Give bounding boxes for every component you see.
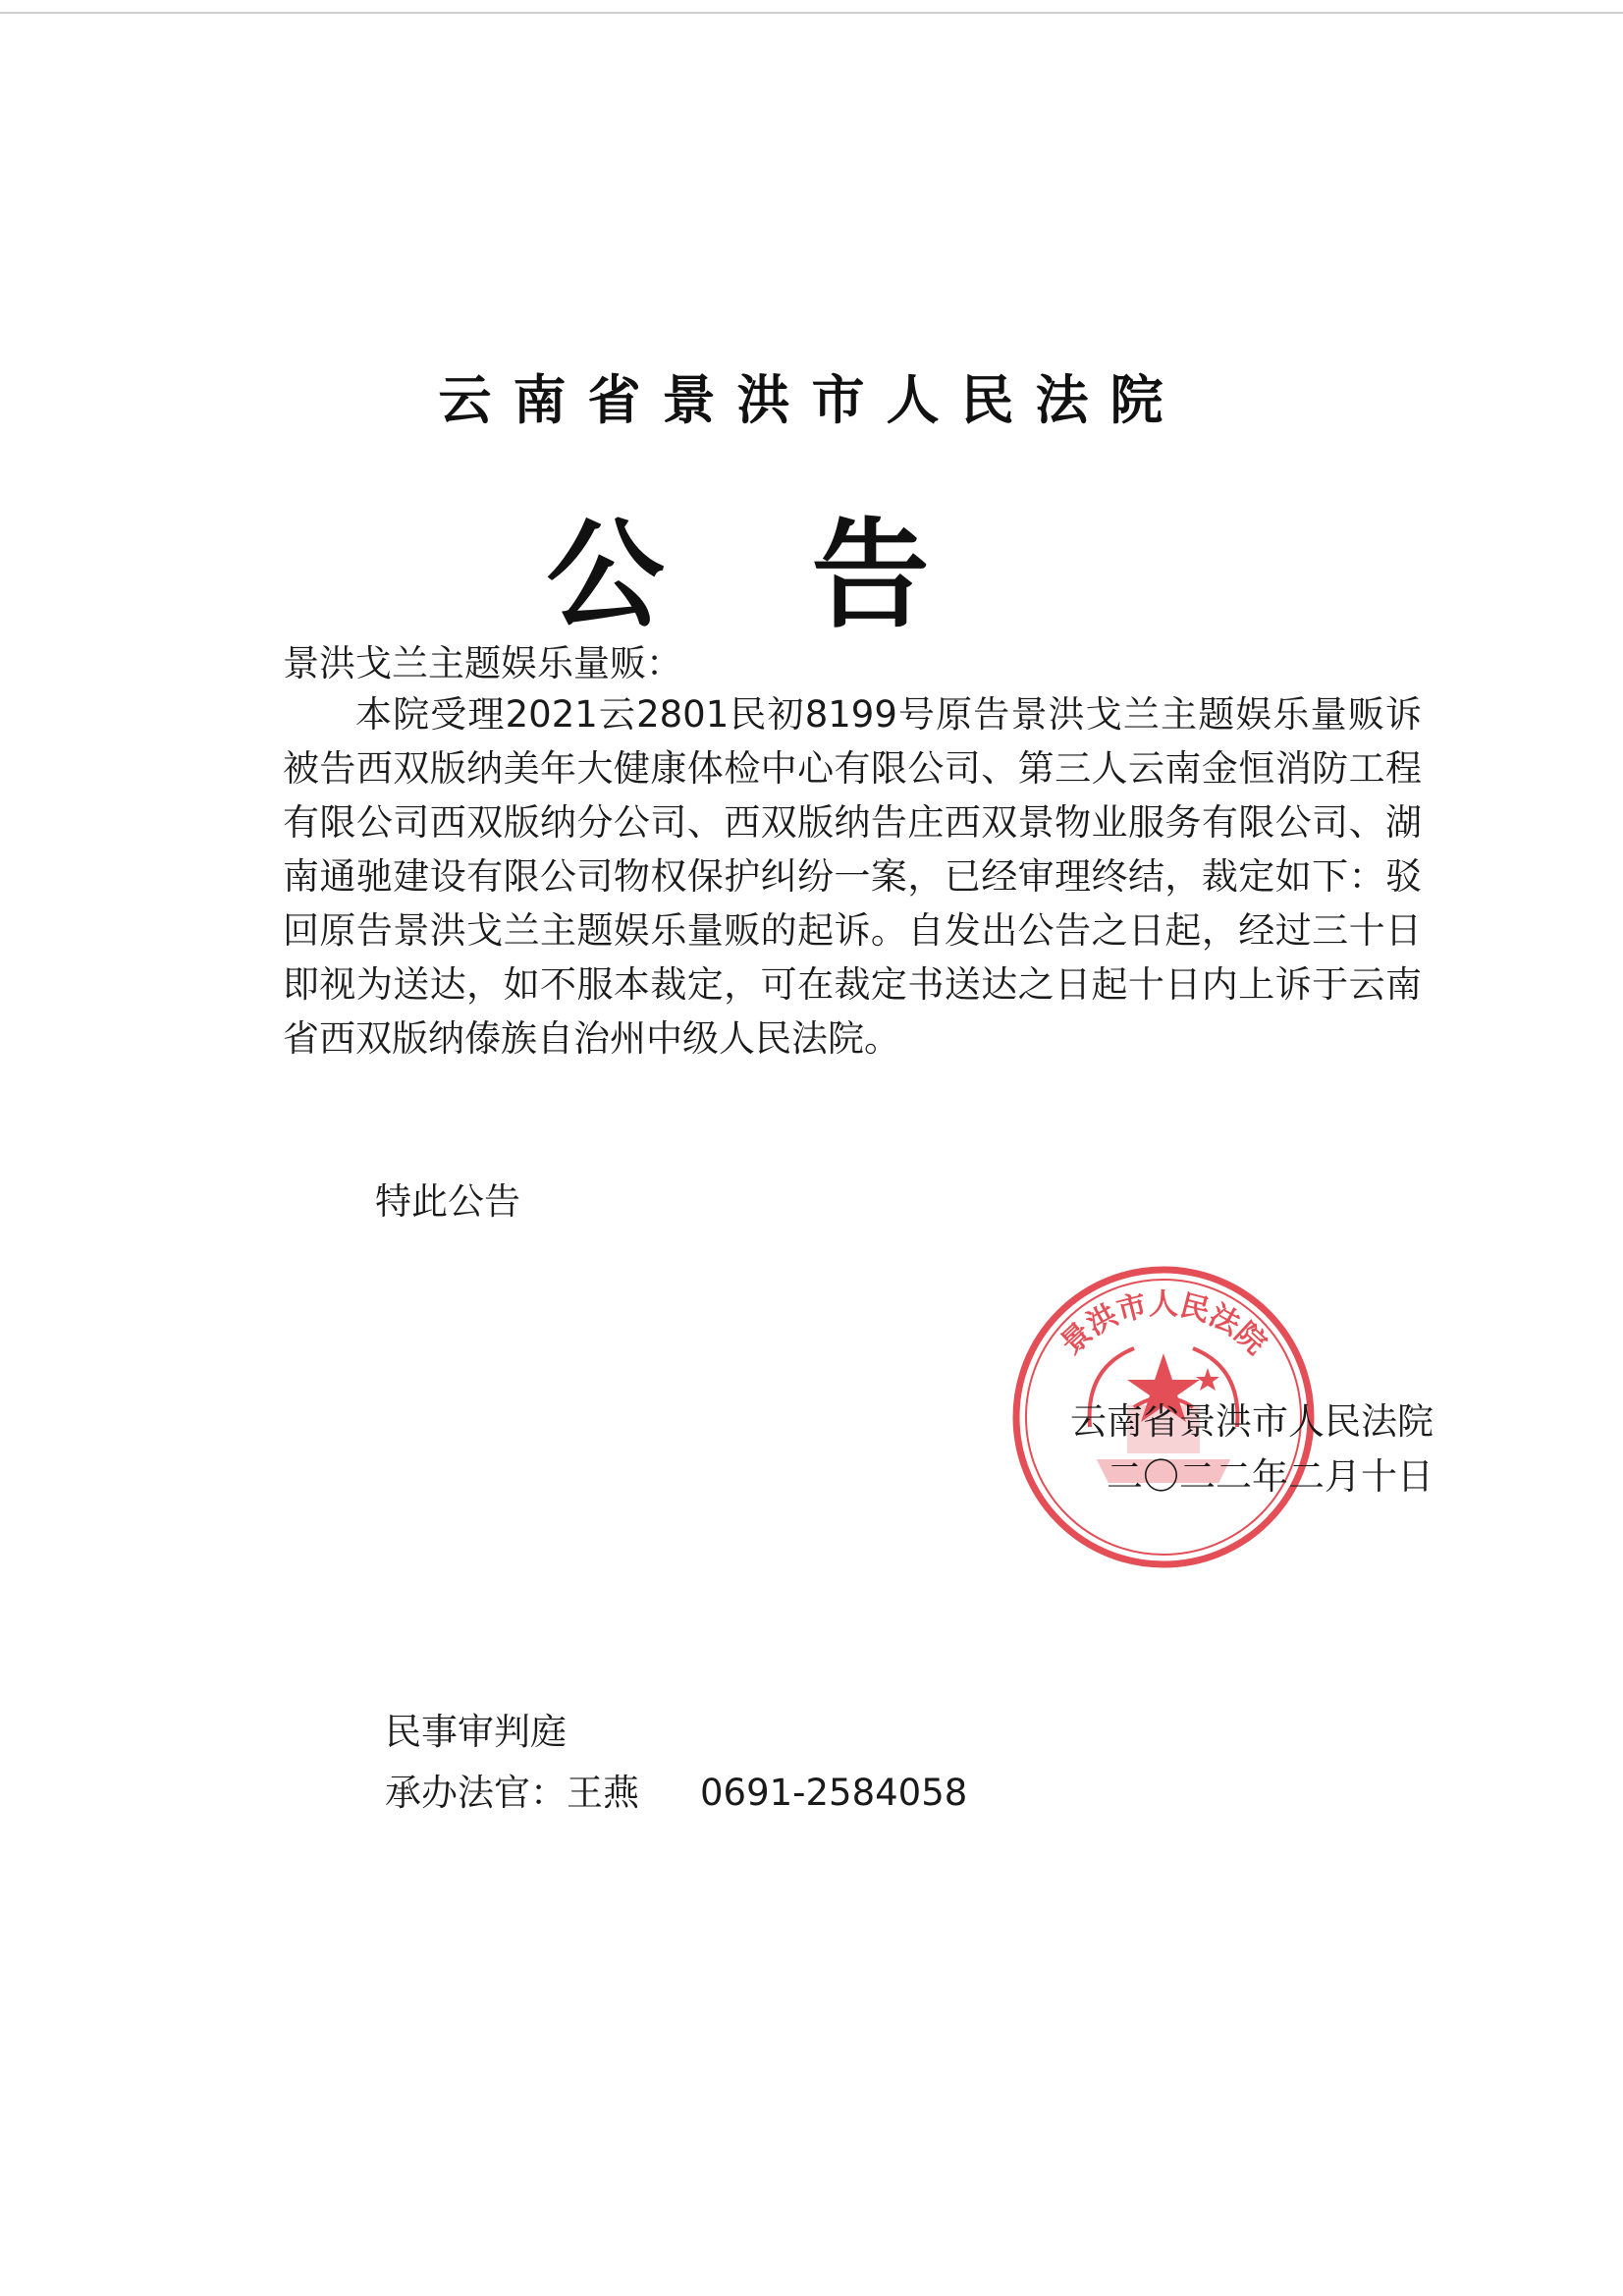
seal-ring-text: 景洪市人民法院 — [1054, 1287, 1273, 1362]
judge-line — [385, 1763, 967, 1824]
division-name: 民事审判庭 — [385, 1711, 567, 1753]
signature-block — [987, 1394, 1434, 1504]
seal-small-star — [1196, 1368, 1219, 1391]
phone-number: 0691-2584058 — [700, 1772, 968, 1814]
svg-text:景洪市人民法院 — [1055, 1287, 1272, 1361]
footer-contact — [385, 1702, 967, 1824]
notice-title: 公告 — [546, 506, 1077, 644]
addressee: 景洪戈兰主题娱乐量贩： — [283, 642, 682, 684]
closing-line: 特此公告 — [375, 1180, 520, 1223]
signature-date: 二〇二二年二月十日 — [1107, 1455, 1434, 1498]
scan-edge-line — [0, 12, 1623, 14]
court-header: 云南省景洪市人民法院 — [438, 369, 1185, 431]
judge-name: 承办法官：王燕 — [385, 1772, 639, 1814]
notice-body: 本院受理2021云2801民初8199号原告景洪戈兰主题娱乐量贩诉被告西双版纳美年大健康体检中心有限公司、第三人云南金恒消防工程有限公司西双版纳分公司、西双版纳告庄西双景物业服务有限公司、湖南通驰建设有限公司物权保护纠纷一案，已经审理终结，裁定如下：驳回原告景洪戈兰主题娱乐量贩的起诉。自发出公告之日起，经过三十日即视为送达，如不服本裁定，可在裁定书送达之日起十日内上诉于云南省西双版纳傣族自治州中级人民法院。 — [283, 693, 1422, 1060]
signature-court: 云南省景洪市人民法院 — [1070, 1400, 1434, 1443]
